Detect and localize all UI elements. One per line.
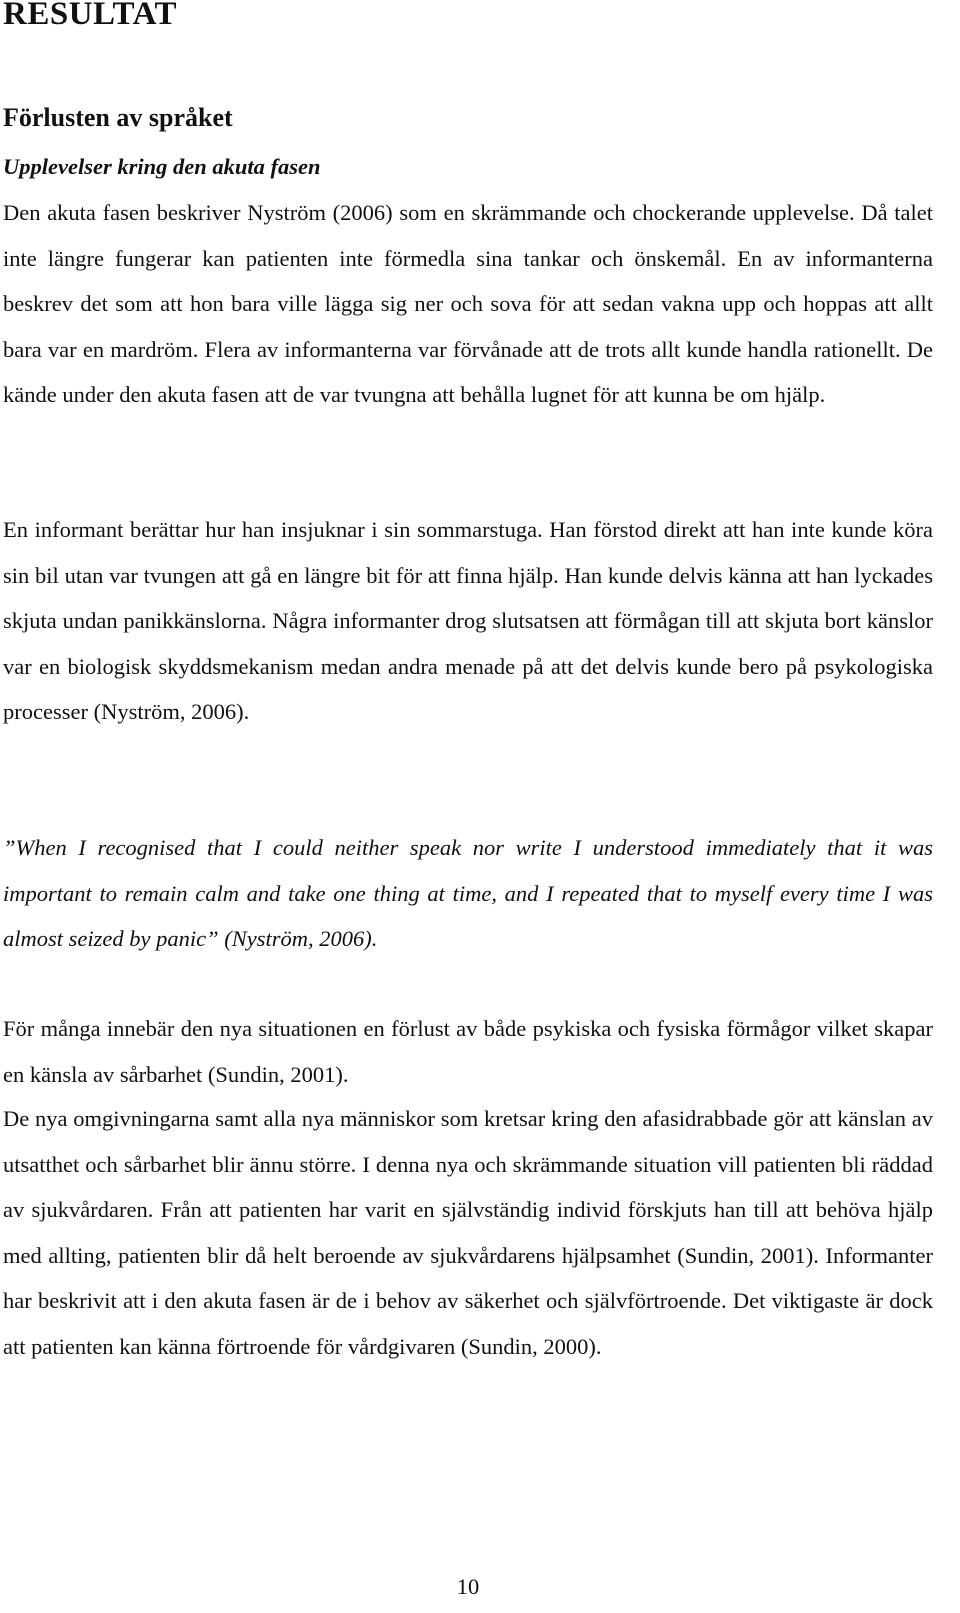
page-number: 10 (456, 1574, 480, 1599)
paragraph-vulnerability: För många innebär den nya situationen en förlust av både psykiska och fysiska förmågor vilket skapar en känsla av sårbarhet (Sundin, 2001). (3, 1016, 933, 1087)
subsection-heading: Upplevelser kring den akuta fasen (3, 154, 321, 179)
paragraph-new-environment: De nya omgivningarna samt alla nya människor som kretsar kring den afasidrabbade gör att känslan av utsatthet och sårbarhet blir ännu större. I denna nya och skrämmande situation vill patienten bli räddad av sjukvårdaren. Från att patienten har varit en självständig individ förskjuts han till att behöva hjälp med allting, patienten blir då helt beroende av sjukvårdarens hjälpsamhet (Sundin, 2001). Informanter har beskrivit att i den akuta fasen är de i behov av säkerhet och självförtroende. Det viktigaste är dock att patienten kan känna förtroende för vårdgivaren (Sundin, 2000). (3, 1106, 933, 1359)
paragraph-informant-summer-house: En informant berättar hur han insjuknar i sin sommarstuga. Han förstod direkt att han inte kunde köra sin bil utan var tvungen att gå en längre bit för att finna hjälp. Han kunde delvis känna att han lyckades skjuta undan panikkänslorna. Några informanter drog slutsatsen att förmågan till att skjuta bort känslor var en biologisk skyddsmekanism medan andra menade på att det delvis kunde bero på psykologiska processer (Nyström, 2006). (3, 517, 933, 725)
section-heading: Förlusten av språket (3, 103, 233, 132)
page-title: RESULTAT (3, 0, 177, 32)
block-quote: ”When I recognised that I could neither speak nor write I understood immediately that it was important to remain calm and take one thing at time, and I repeated that to myself every time I was almost seized by panic” (Nyström, 2006). (3, 835, 933, 952)
paragraph-acute-phase: Den akuta fasen beskriver Nyström (2006) som en skrämmande och chockerande upplevelse. Då talet inte längre fungerar kan patienten inte förmedla sina tankar och önskemål. En av informanterna beskrev det som att hon bara ville lägga sig ner och sova för att sedan vakna upp och hoppas att allt bara var en mardröm. Flera av informanterna var förvånade att de trots allt kunde handla rationellt. De kände under den akuta fasen att de var tvungna att behålla lugnet för att kunna be om hjälp. (3, 200, 933, 408)
